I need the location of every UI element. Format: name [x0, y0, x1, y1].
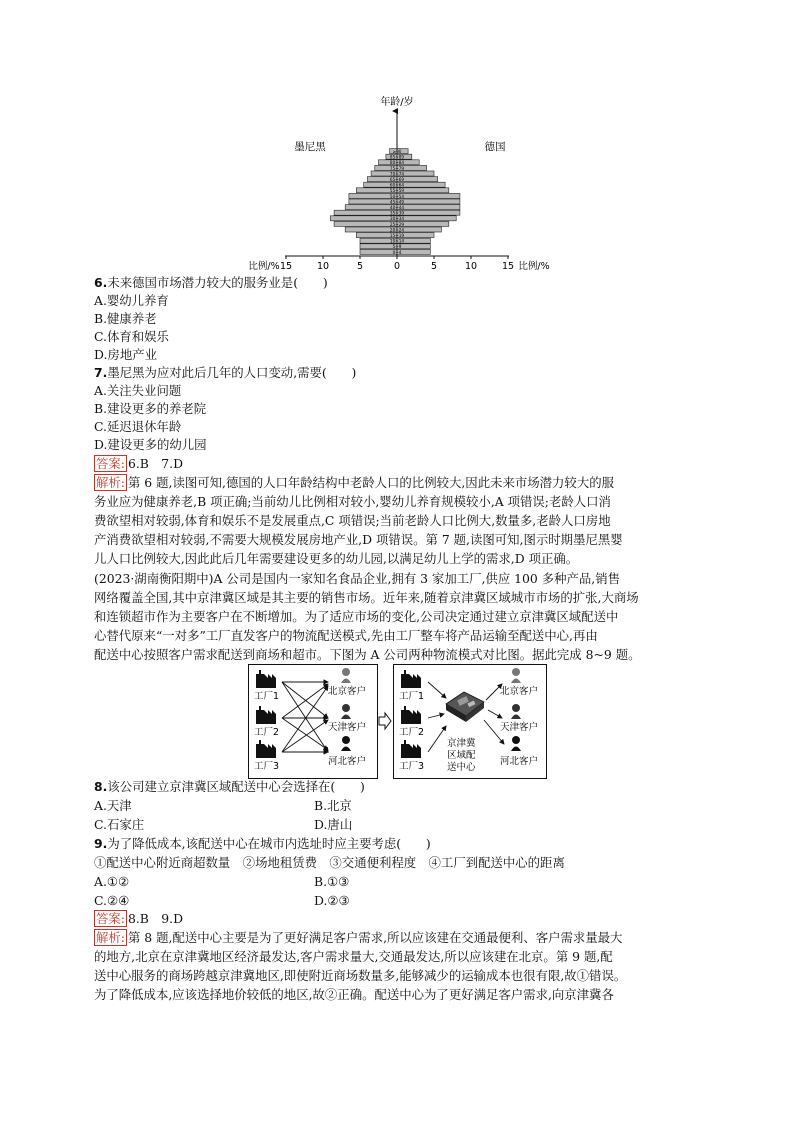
q7-option-b: B.建设更多的养老院: [94, 401, 207, 416]
answer-6-7: 答案: 6.B 7.D: [96, 456, 184, 471]
analysis-tag: 解析:: [96, 475, 125, 490]
customer-icon: [341, 704, 351, 719]
pyramid-age-label: 15~19: [389, 233, 405, 238]
q6-stem: 6.未来德国市场潜力较大的服务业是( ): [94, 275, 328, 290]
pyramid-left-bar: [334, 210, 397, 215]
analysis-6-7-line-2: 务业应为健康养老,B 项正确;当前幼儿比例相对较小,婴幼儿养育规模较小,A 项错误;老龄人口消: [94, 494, 611, 509]
pyramid-age-label: 0~4: [392, 249, 402, 255]
pyramid-age-label: 80~84: [389, 160, 405, 166]
q9-options-row-2: C.②④ D.②③: [94, 893, 350, 908]
pyramid-age-label: 65~69: [389, 177, 405, 182]
analysis-6-7-line-4: 产消费欲望相对较弱,不需要大规模发展房地产业,D 项错误。第 7 题,读图可知,图示时期墨尼黑婴: [94, 532, 623, 547]
pyramid-x-tick-label: 0: [393, 261, 401, 272]
left-customer-tianjin-label: 天津客户: [328, 722, 367, 733]
center-label-line-2: 区域配: [447, 750, 476, 761]
pyramid-age-label: 5~9: [392, 244, 402, 250]
factory-icon: [256, 706, 276, 724]
pyramid-left-bar: [360, 244, 397, 249]
q8-stem: 8.该公司建立京津冀区域配送中心会选择在( ): [94, 779, 365, 794]
center-label-line-3: 送中心: [447, 762, 476, 773]
pyramid-x-tick-label: 10: [316, 261, 330, 272]
q9-stem: 9.为了降低成本,该配送中心在城市内选址时应主要考虑( ): [94, 836, 431, 851]
pyramid-x-right-label: 比例/%: [518, 261, 550, 272]
pyramid-x-tick-label: 10: [464, 261, 478, 272]
logistics-comparison-diagram: [248, 664, 548, 780]
pyramid-age-label: 60~64: [389, 182, 405, 188]
pyramid-left-country: 墨尼黑: [294, 141, 326, 153]
passage-line-2: 网络覆盖全国,其中京津冀区域是其主要的销售市场。近年来,随着京津冀区域城市市场的扩张,大商场: [94, 590, 639, 605]
factory-icon: [256, 670, 276, 688]
right-customer-tianjin-label: 天津客户: [500, 722, 539, 733]
q9-options-row-1: A.①② B.①③: [94, 874, 350, 889]
answer-8-9: 答案: 8.B 9.D: [96, 911, 184, 926]
right-factory-1-label: 工厂1: [399, 691, 425, 702]
analysis-6-7-line-3: 费欲望相对较弱,体育和娱乐不是发展重点,C 项错误;当前老龄人口比例大,数量多,老龄人口房地: [94, 513, 611, 528]
customer-icon: [511, 704, 521, 719]
pyramid-right-bar: [397, 221, 449, 226]
passage-line-1: (2023·湖南衡阳期中)A 公司是国内一家知名食品企业,拥有 3 家加工厂,供应 100 多种产品,销售: [94, 571, 621, 586]
left-factory-2-label: 工厂2: [254, 727, 280, 738]
pyramid-right-bar: [397, 205, 460, 210]
analysis-6-7-line-1: 解析: 第 6 题,读图可知,德国的人口年龄结构中老龄人口的比例较大,因此未来市场潜力较大的服: [96, 475, 614, 490]
analysis-8-9-line-2: 的地方,北京在京津冀地区经济最发达,客户需求量大,交通最发达,所以应该建在北京。第 9 题,配: [94, 949, 613, 964]
population-pyramid-chart: [240, 88, 570, 278]
right-customer-hebei-label: 河北客户: [500, 756, 539, 767]
q7-option-c: C.延迟退休年龄: [94, 419, 182, 434]
q7-option-a: A.关注失业问题: [94, 383, 182, 398]
analysis-8-9-line-3: 送中心服务的商场跨越京津冀地区,即使附近商场数量多,能够减少的运输成本也很有限,故①错误。: [94, 968, 627, 983]
answer-tag: 答案:: [96, 911, 125, 926]
factory-icon: [256, 740, 276, 758]
left-customer-hebei-label: 河北客户: [328, 756, 367, 767]
q7-option-d: D.建设更多的幼儿园: [94, 437, 207, 452]
pyramid-right-bar: [397, 216, 456, 221]
q9-factors: ①配送中心附近商超数量 ②场地租赁费 ③交通便利程度 ④工厂到配送中心的距离: [94, 855, 565, 870]
pyramid-left-bar: [334, 221, 397, 226]
pyramid-right-country: 德国: [484, 141, 506, 153]
pyramid-right-bar: [397, 182, 445, 187]
left-factory-3-label: 工厂3: [254, 761, 280, 772]
passage-line-4: 心替代原来“一对多”工厂直发客户的物流配送模式,先由工厂整车将产品运输至配送中心,再由: [94, 628, 598, 643]
q6-option-a: A.婴幼儿养育: [94, 293, 169, 308]
pyramid-left-bar: [360, 249, 397, 254]
factory-icon: [401, 670, 421, 688]
analysis-8-9-line-1: 解析: 第 8 题,配送中心主要是为了更好满足客户需求,所以应该建在交通最便利、客户需求量最大: [96, 930, 623, 945]
factory-icon: [401, 740, 421, 758]
pyramid-x-left-label: 比例/%: [248, 261, 280, 272]
pyramid-age-label: 85~89: [389, 154, 405, 160]
pyramid-right-bar: [397, 199, 460, 204]
pyramid-x-tick-label: 5: [356, 261, 364, 272]
pyramid-age-label: 35~39: [389, 210, 405, 216]
pyramid-right-bar: [397, 249, 430, 254]
q8-options-row-1: A.天津 B.北京: [94, 798, 352, 813]
pyramid-right-bar: [397, 210, 460, 215]
pyramid-x-tick-label: 15: [279, 261, 293, 272]
customer-icon: [341, 668, 351, 683]
pyramid-age-label: ≥90: [392, 149, 402, 154]
right-factory-3-label: 工厂3: [399, 761, 425, 772]
pyramid-right-bar: [397, 244, 430, 249]
q7-stem: 7.墨尼黑为应对此后几年的人口变动,需要( ): [94, 365, 357, 380]
q6-option-d: D.房地产业: [94, 347, 157, 362]
pyramid-y-axis-label: 年龄/岁: [380, 97, 414, 108]
analysis-8-9-line-4: 为了降低成本,应该选择地价较低的地区,故②正确。配送中心为了更好满足客户需求,向京津冀各: [94, 987, 614, 1002]
center-label-line-1: 京津冀: [447, 738, 476, 749]
q6-option-b: B.健康养老: [94, 311, 157, 326]
pyramid-age-label: 40~44: [389, 205, 405, 210]
pyramid-age-label: 75~79: [389, 165, 405, 171]
pyramid-age-label: 25~29: [389, 221, 405, 227]
right-factory-2-label: 工厂2: [399, 727, 425, 738]
pyramid-left-bar: [330, 216, 397, 221]
passage-line-3: 和连锁超市作为主要客户在不断增加。为了适应市场的变化,公司决定通过建立京津冀区域配送中: [94, 609, 619, 624]
pyramid-right-bar: [397, 188, 449, 193]
q8-options-row-2: C.石家庄 D.唐山: [94, 817, 353, 832]
pyramid-age-label: 45~49: [389, 199, 405, 205]
customer-icon: [341, 736, 351, 751]
customer-icon: [511, 668, 521, 683]
left-customer-beijing-label: 北京客户: [328, 686, 367, 697]
customer-icon: [511, 736, 521, 751]
pyramid-x-tick-label: 5: [430, 261, 438, 272]
passage-line-5: 配送中心按照客户需求配送到商场和超市。下图为 A 公司两种物流模式对比图。据此完成 8~9 题。: [94, 647, 641, 662]
factory-icon: [401, 706, 421, 724]
q6-option-c: C.体育和娱乐: [94, 329, 169, 344]
answer-tag: 答案:: [96, 456, 125, 471]
pyramid-age-label: 50~54: [389, 193, 405, 199]
left-factory-1-label: 工厂1: [254, 691, 280, 702]
right-customer-beijing-label: 北京客户: [500, 686, 539, 697]
transition-arrow-icon: [379, 713, 391, 729]
pyramid-x-tick-label: 15: [501, 261, 515, 272]
analysis-tag: 解析:: [96, 930, 125, 945]
pyramid-age-label: 30~34: [389, 216, 405, 222]
analysis-6-7-line-5: 儿人口比例较大,因此此后几年需要建设更多的幼儿园,以满足幼儿上学的需求,D 项正确。: [94, 551, 579, 566]
pyramid-right-bar: [397, 193, 460, 198]
pyramid-age-label: 10~14: [389, 238, 405, 244]
pyramid-age-label: 70~74: [389, 171, 405, 177]
distribution-center-icon: [446, 692, 484, 722]
pyramid-age-label: 20~24: [389, 227, 405, 233]
pyramid-age-label: 55~59: [389, 188, 405, 194]
